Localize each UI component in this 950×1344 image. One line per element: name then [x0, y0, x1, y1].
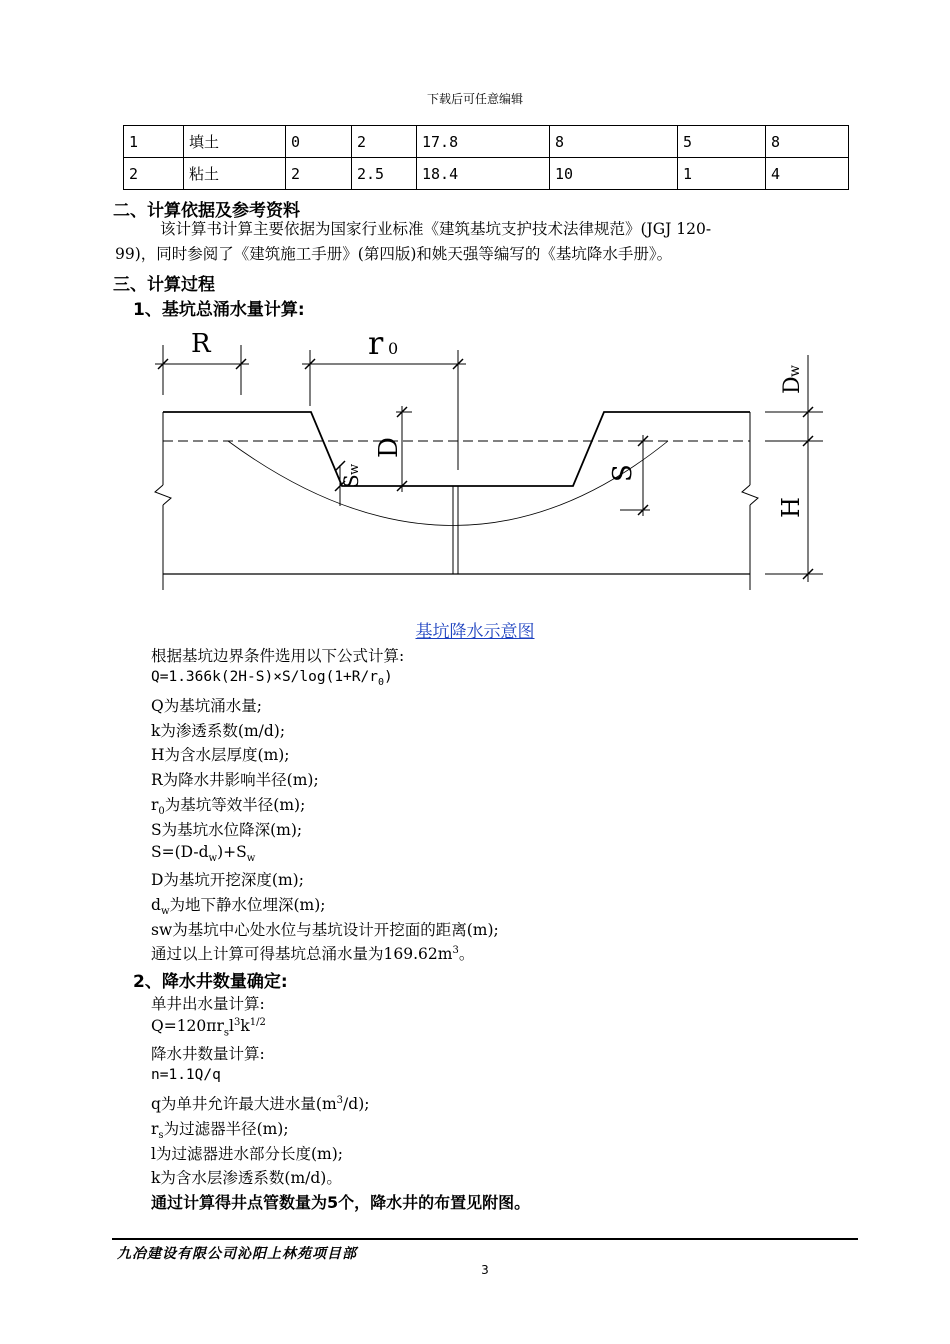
text: S=(D-d — [151, 843, 209, 861]
definition-R: R为降水井影响半径(m); — [151, 771, 319, 789]
section-2-heading: 二、计算依据及参考资料 — [113, 201, 300, 221]
pit-outline — [163, 412, 750, 486]
page-number: 3 — [481, 1263, 489, 1277]
single-well-formula — [151, 1017, 266, 1038]
definition-dw — [151, 893, 326, 917]
text: 。 — [458, 945, 475, 963]
single-well-title: 单井出水量计算: — [151, 995, 265, 1013]
definition-r0 — [151, 793, 305, 817]
definition-q — [151, 1092, 369, 1114]
flow-result — [151, 942, 474, 964]
text: l — [229, 1017, 234, 1036]
table-cell: 填土 — [184, 126, 286, 158]
text: 为过滤器半径(m); — [163, 1120, 289, 1138]
footer-divider — [112, 1238, 858, 1240]
text: 通过以上计算可得基坑总涌水量为169.62m — [151, 945, 453, 963]
formula-text: ) — [384, 669, 393, 685]
label-Sw-subscript: w — [347, 463, 362, 475]
subscript: w — [160, 906, 170, 918]
break-mark — [742, 485, 758, 505]
subscript: w — [208, 853, 218, 865]
definition-rs — [151, 1117, 289, 1141]
label-Dw: D — [780, 376, 805, 394]
table-cell: 4 — [766, 158, 849, 190]
section-3-heading: 三、计算过程 — [113, 275, 215, 295]
text: Q=120πr — [151, 1017, 224, 1036]
table-cell: 8 — [550, 126, 678, 158]
text: r — [151, 1120, 159, 1138]
label-r0-subscript: 0 — [388, 339, 399, 358]
text: /d); — [343, 1095, 370, 1113]
superscript: 1/2 — [249, 1017, 266, 1028]
definition-k-aquifer: k为含水层渗透系数(m/d)。 — [151, 1169, 342, 1187]
label-D: D — [374, 437, 404, 458]
header-note: 下载后可任意编辑 — [426, 92, 523, 106]
table-cell: 17.8 — [417, 126, 550, 158]
table-cell: 5 — [678, 126, 766, 158]
label-R: R — [191, 329, 211, 359]
subscript: s — [158, 1130, 164, 1142]
subscript: s — [223, 1027, 230, 1039]
table-row — [124, 126, 849, 158]
label-r0: r — [368, 324, 384, 362]
definition-D: D为基坑开挖深度(m); — [151, 871, 304, 889]
definition-sw: sw为基坑中心处水位与基坑设计开挖面的距离(m); — [151, 921, 499, 939]
break-mark — [155, 485, 171, 505]
s-formula — [151, 843, 255, 864]
text: q为单井允许最大进水量(m — [151, 1095, 337, 1113]
section-2-paragraph-line-1: 该计算书计算主要依据为国家行业标准《建筑基坑支护技术法律规范》(JGJ 120- — [160, 220, 712, 238]
label-S: S — [608, 464, 638, 482]
text: r — [151, 796, 159, 814]
drawdown-curve — [228, 441, 668, 526]
conclusion: 通过计算得井点管数量为5个，降水井的布置见附图。 — [151, 1193, 531, 1212]
dewatering-diagram — [140, 320, 840, 610]
table-cell: 0 — [286, 126, 352, 158]
subsection-2-heading: 2、降水井数量确定: — [133, 972, 288, 992]
table-cell: 2 — [352, 126, 417, 158]
superscript: 3 — [336, 1094, 344, 1106]
definition-S: S为基坑水位降深(m); — [151, 821, 303, 839]
table-cell: 8 — [766, 126, 849, 158]
table-cell: 2 — [286, 158, 352, 190]
definition-H: H为含水层厚度(m); — [151, 746, 290, 764]
definition-k: k为渗透系数(m/d); — [151, 722, 286, 740]
text: 为地下静水位埋深(m); — [169, 896, 326, 914]
subscript: 0 — [158, 806, 165, 818]
table-cell: 18.4 — [417, 158, 550, 190]
label-H: H — [777, 497, 805, 518]
subscript: w — [246, 853, 256, 865]
flow-formula — [151, 669, 393, 688]
diagram-caption: 基坑降水示意图 — [415, 622, 535, 642]
table-cell: 1 — [124, 126, 184, 158]
superscript: 3 — [234, 1017, 241, 1028]
table-cell: 2 — [124, 158, 184, 190]
label-Dw-subscript: w — [787, 365, 803, 377]
section-2-paragraph-line-2: 99)，同时参阅了《建筑施工手册》(第四版)和姚天强等编写的《基坑降水手册》。 — [115, 245, 673, 263]
table-cell: 1 — [678, 158, 766, 190]
text: )+S — [217, 843, 247, 861]
well-count-formula: n=1.1Q/q — [151, 1067, 221, 1083]
table-cell: 10 — [550, 158, 678, 190]
text: d — [151, 896, 161, 914]
text: 为基坑等效半径(m); — [164, 796, 306, 814]
formula-subscript: 0 — [377, 676, 385, 688]
table-row — [124, 158, 849, 190]
table-cell: 2.5 — [352, 158, 417, 190]
table-cell: 粘土 — [184, 158, 286, 190]
definition-l: l为过滤器进水部分长度(m); — [151, 1145, 343, 1163]
formula-intro: 根据基坑边界条件选用以下公式计算: — [151, 647, 405, 665]
label-Sw: S — [339, 474, 363, 488]
formula-text: Q=1.366k(2H-S)×S/log(1+R/r — [151, 669, 378, 685]
soil-parameter-table — [123, 125, 849, 190]
footer-company: 九冶建设有限公司沁阳上林苑项目部 — [117, 1246, 357, 1262]
superscript: 3 — [452, 944, 459, 956]
text: k — [240, 1017, 250, 1036]
well-count-title: 降水井数量计算: — [151, 1045, 265, 1063]
definition-Q: Q为基坑涌水量; — [151, 697, 262, 715]
subsection-1-heading: 1、基坑总涌水量计算: — [133, 300, 305, 320]
